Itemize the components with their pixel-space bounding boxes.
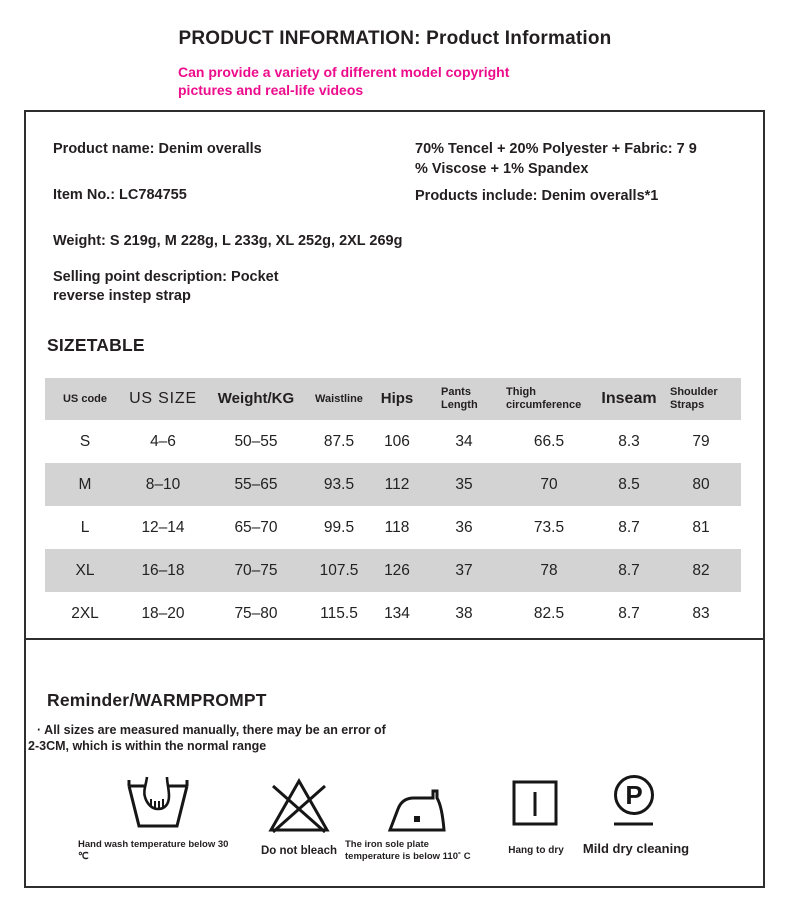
table-cell: 106 [384,432,410,450]
table-row-s [45,420,741,463]
table-cell: 93.5 [323,475,355,493]
column-header-weight: Weight/KG [217,390,295,408]
table-cell: S [79,432,91,450]
table-cell: 8.3 [618,432,640,450]
mild-dry-cleaning-label: Mild dry cleaning [582,841,690,856]
table-cell: 73.5 [533,518,565,536]
iron-label: The iron sole plate temperature is below 110˚ C [345,839,471,862]
iron-low-temp-icon [387,782,447,832]
weight-info: Weight: S 219g, M 228g, L 233g, XL 252g, 2XL 269g [53,233,403,249]
selling-point-line-1: Selling point description: Pocket [53,269,279,285]
table-cell: 107.5 [319,561,359,579]
fabric-composition [415,139,725,179]
hang-to-dry-icon [512,780,558,828]
table-cell: 18–20 [141,604,185,622]
section-divider [26,638,763,640]
selling-point [53,268,373,305]
size-table-heading: SIZETABLE [47,335,145,355]
column-header-waistline: Waistline [315,392,363,405]
product-name: Product name: Denim overalls [53,141,262,157]
table-cell: XL [75,561,95,579]
table-cell: L [80,518,90,536]
fabric-line-2: % Viscose + 1% Spandex [415,161,589,177]
column-header-us-code: US code [62,392,107,405]
table-cell: 79 [692,432,710,450]
column-header-pants-length: Pants Length [441,386,478,411]
table-cell: 82.5 [533,604,565,622]
table-cell: 112 [384,475,410,493]
table-cell: 66.5 [533,432,565,450]
table-cell: 118 [384,518,410,536]
subtitle [178,63,509,99]
products-include: Products include: Denim overalls*1 [415,188,659,204]
table-cell: 8.7 [618,518,640,536]
table-cell: 8.7 [618,604,640,622]
item-number: Item No.: LC784755 [53,187,187,203]
table-cell: 81 [692,518,710,536]
table-row-m [45,463,741,506]
table-cell: 2XL [71,604,99,622]
column-header-hips: Hips [380,390,414,408]
table-cell: 37 [455,561,473,579]
table-cell: 34 [455,432,473,450]
table-cell: 12–14 [141,518,185,536]
reminder-note-line-2: 2-3CM, which is within the normal range [28,739,267,753]
table-cell: 78 [540,561,558,579]
table-cell: 35 [455,475,473,493]
table-cell: 50–55 [234,432,278,450]
product-panel [24,110,765,888]
hand-wash-icon [127,776,189,832]
table-cell: M [78,475,92,493]
table-row-2xl [45,592,741,635]
reminder-note-line-1: · All sizes are measured manually, there may be an error of [37,723,386,737]
column-header-us-size: US SIZE [129,389,197,407]
svg-text:P: P [625,780,643,810]
table-cell: 83 [692,604,710,622]
size-table [45,378,741,635]
table-cell: 8.5 [618,475,640,493]
table-cell: 36 [455,518,473,536]
table-cell: 115.5 [320,604,358,622]
table-cell: 80 [692,475,710,493]
do-not-bleach-icon [267,778,331,834]
table-cell: 4–6 [150,432,176,450]
hang-to-dry-label: Hang to dry [508,845,564,856]
table-cell: 8–10 [145,475,181,493]
size-table-header-row [45,378,741,420]
table-cell: 70–75 [234,561,278,579]
mild-dry-cleaning-icon [610,774,658,830]
table-row-l [45,506,741,549]
table-cell: 99.5 [323,518,355,536]
table-cell: 16–18 [141,561,185,579]
hand-wash-label: Hand wash temperature below 30 ℃ [78,839,229,862]
subtitle-line-2: pictures and real-life videos [178,82,364,98]
table-cell: 75–80 [234,604,278,622]
reminder-heading: Reminder/WARMPROMPT [47,690,267,710]
table-cell: 87.5 [323,432,355,450]
table-cell: 38 [455,604,473,622]
table-cell: 126 [384,561,410,579]
table-row-xl [45,549,741,592]
page-title: PRODUCT INFORMATION: Product Information [178,28,612,49]
do-not-bleach-label: Do not bleach [260,845,338,857]
selling-point-line-2: reverse instep strap [53,287,191,304]
table-cell: 55–65 [234,475,278,493]
table-cell: 82 [692,561,710,579]
table-cell: 65–70 [234,518,278,536]
table-cell: 70 [540,475,558,493]
column-header-inseam: Inseam [601,389,657,407]
subtitle-line-1: Can provide a variety of different model copyright [178,64,510,80]
reminder-note [28,722,468,754]
column-header-shoulder-straps: Shoulder Straps [670,386,718,411]
fabric-line-1: 70% Tencel + 20% Polyester + Fabric: 7 9 [415,141,697,157]
table-cell: 134 [384,604,410,622]
column-header-thigh-circumference: Thigh circumference [506,386,582,411]
table-cell: 8.7 [618,561,640,579]
